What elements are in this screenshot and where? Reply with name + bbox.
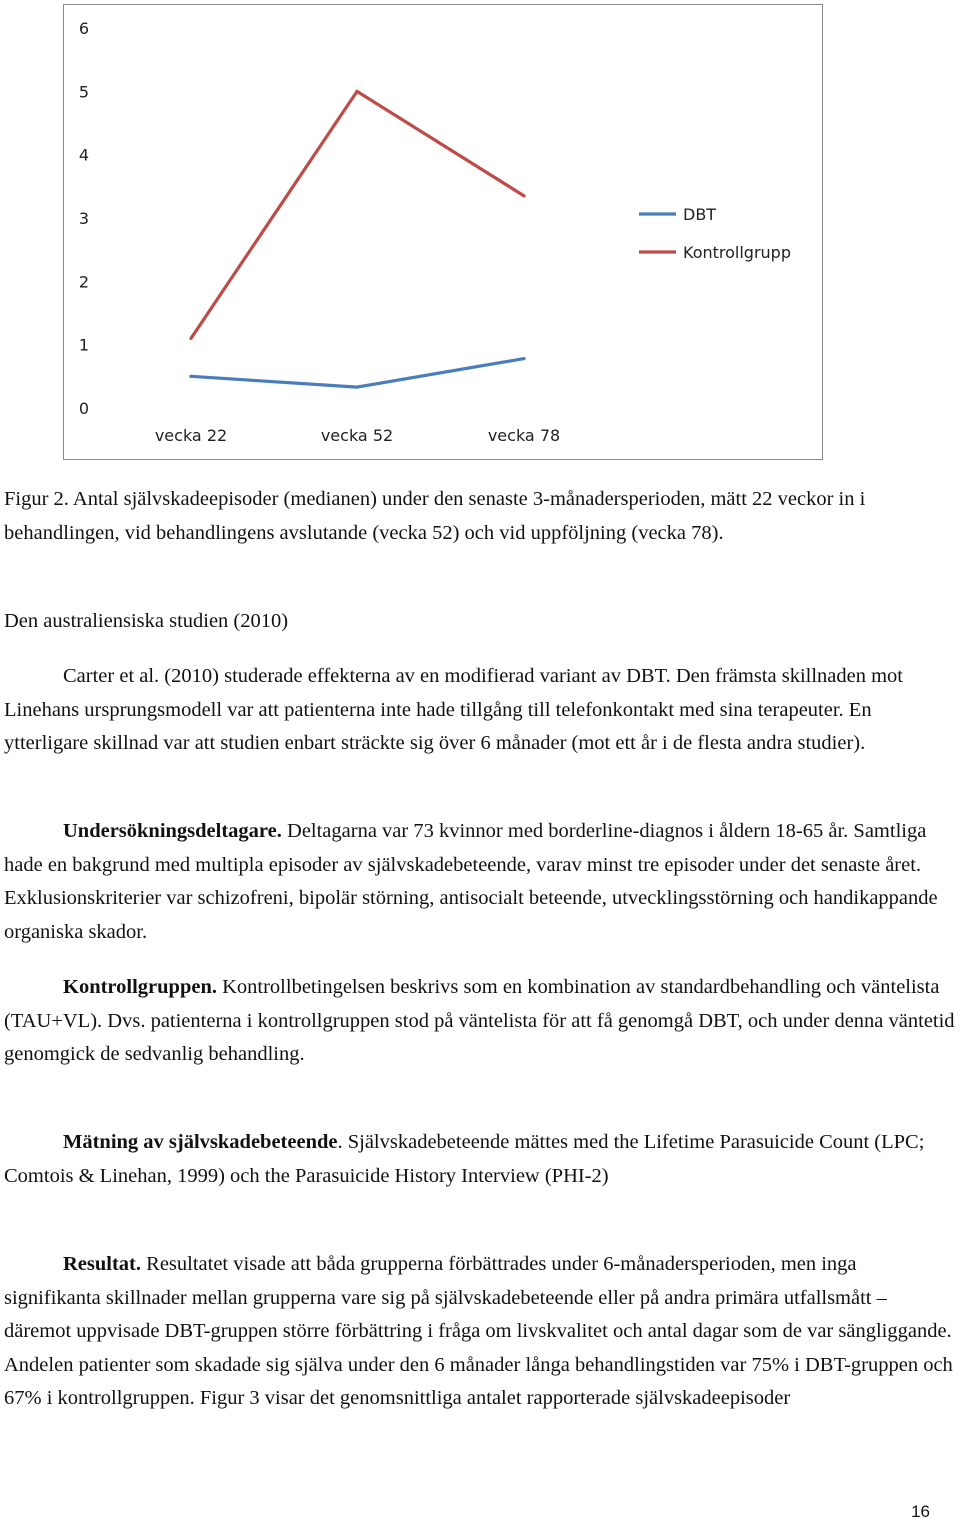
participants-heading: Undersökningsdeltagare. [63,820,282,842]
paragraph-control [4,971,956,1072]
y-tick-label: 6 [78,19,90,38]
series-line-kontrollgrupp [191,91,524,338]
y-tick-label: 1 [78,335,90,355]
line-chart [63,4,823,460]
section-heading: Den australiensiska studien (2010) [4,610,289,632]
figure-caption: Figur 2. Antal självskadeepisoder (medianen) under den senaste 3-månadersperioden, mätt 22 veckor in i behandlingen, vid behandlingens avslutande (vecka 52) och vid uppföljning (vecka 78). [4,488,866,544]
data-point [189,337,192,340]
chart-svg [64,5,824,461]
page-number: 16 [911,1502,930,1521]
results-text: Resultatet visade att båda grupperna förbättrades under 6-månadersperioden, men inga signifikanta skillnader mellan grupperna vare sig på självskadebeteende eller på andra primära utfallsmått – däremot uppvisade DBT-gruppen större förbättring i fråga om livskvalitet och antal dagar som de var sängliggande. Andelen patienter som skadade sig själva under den 6 månader långa behandlingstiden var 75% i DBT-gruppen och 67% i kontrollgruppen. Figur 3 visar det genomsnittliga antalet rapporterade självskadeepisoder [4,1253,953,1409]
legend-label: DBT [683,205,717,224]
x-tick-label: vecka 52 [320,426,394,445]
y-tick-label: 5 [78,82,90,102]
measurement-text: . Självskadebeteende mättes med the Lifetime Parasuicide Count (LPC; Comtois & Linehan, 1999) och the Parasuicide History Interview (PHI-2) [4,1131,925,1187]
data-point [522,357,525,360]
paragraph-results [4,1248,956,1416]
legend-label: Kontrollgrupp [683,243,791,262]
data-point [355,90,358,93]
measurement-heading: Mätning av självskadebeteende [63,1131,338,1153]
series-line-dbt [191,359,524,388]
control-heading: Kontrollgruppen. [63,976,217,998]
y-tick-label: 2 [78,272,90,292]
results-heading: Resultat. [63,1253,142,1275]
x-tick-label: vecka 78 [487,426,561,445]
participants-text: Deltagarna var 73 kvinnor med borderline-diagnos i åldern 18-65 år. Samtliga hade en bakgrund med multipla episoder av självskadebeteende, varav minst tre episoder under det senaste året. Exklusionskriterier var schizofreni, bipolär störning, antisocialt beteende, utvecklingsstörning och handikappande organiska skador. [4,820,938,943]
y-tick-label: 0 [78,399,90,418]
x-tick-label: vecka 22 [154,426,228,445]
paragraph-intro: Carter et al. (2010) studerade effekterna av en modifierad variant av DBT. Den främsta skillnaden mot Linehans ursprungsmodell var att patienterna inte hade tillgång till telefonkontakt med sina terapeuter. En ytterligare skillnad var att studien enbart sträckte sig över 6 månader (mot ett år i de flesta andra studier). [4,665,903,754]
data-point [189,375,192,378]
y-tick-label: 3 [78,209,90,228]
control-text: Kontrollbetingelsen beskrivs som en kombination av standardbehandling och väntelista (TAU+VL). Dvs. patienterna i kontrollgruppen stod på väntelista för att få genomgå DBT, och under denna väntetid genomgick de sedvanlig behandling. [4,976,955,1065]
paragraph-participants [4,815,956,949]
data-point [522,194,525,197]
paragraph-measurement [4,1126,956,1193]
data-point [355,386,358,389]
y-tick-label: 4 [78,145,90,165]
